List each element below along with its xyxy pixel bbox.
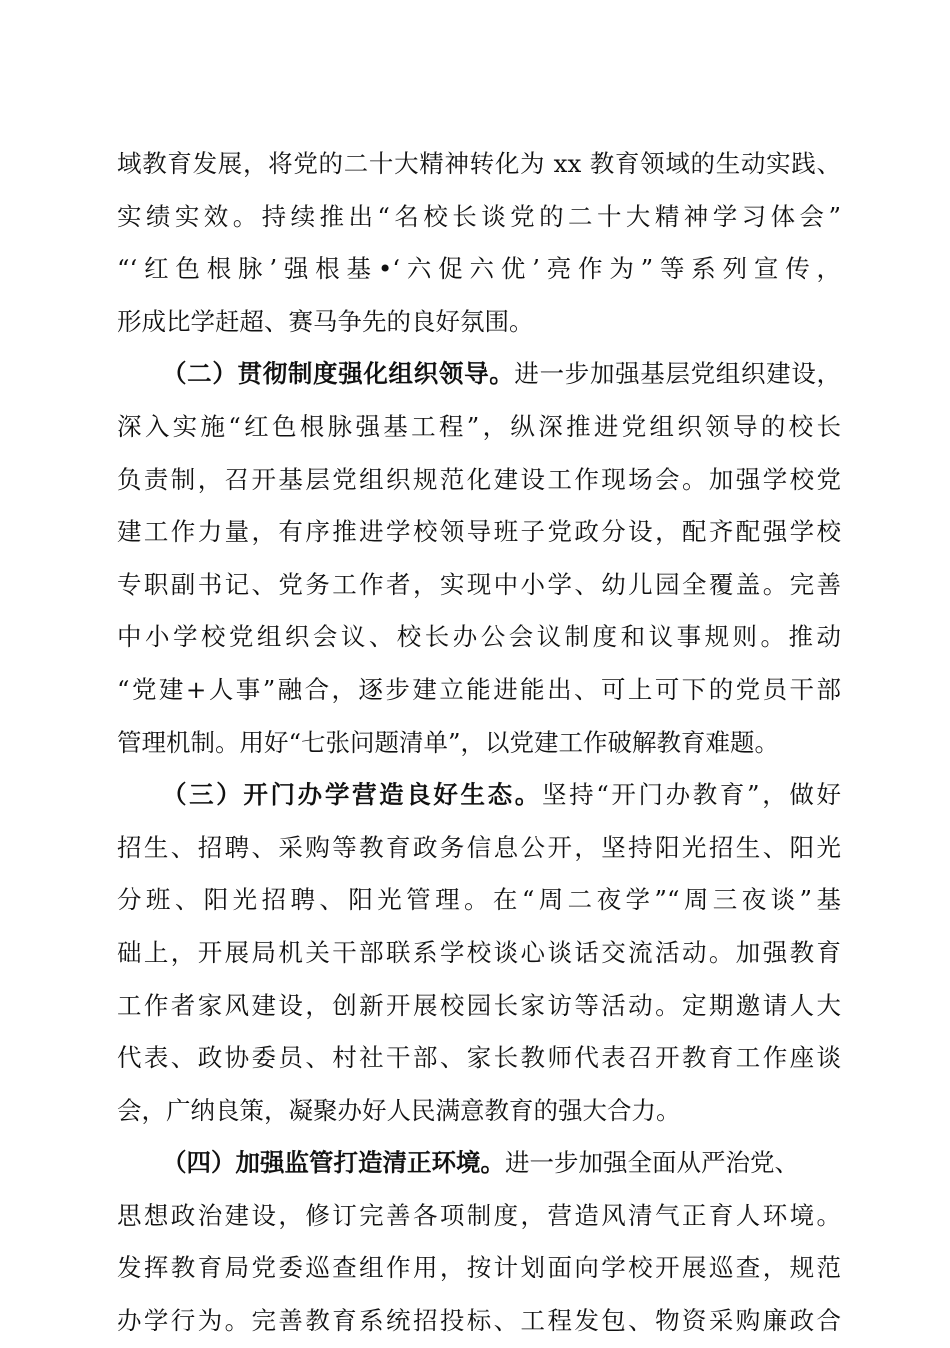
text-line: 础上，开展局机关干部联系学校谈心谈话交流活动。加强教育 — [117, 937, 841, 967]
text-line: 深入实施“红色根脉强基工程”，纵深推进党组织领导的校长 — [117, 411, 841, 441]
paragraph-3 — [117, 769, 841, 1137]
text-line: 办学行为。完善教育系统招投标、工程发包、物资采购廉政合 — [117, 1306, 841, 1336]
text-line: 负责制，召开基层党组织规范化建设工作现场会。加强学校党 — [117, 464, 841, 494]
text-line: 招生、招聘、采购等教育政务信息公开，坚持阳光招生、阳光 — [117, 832, 841, 862]
text-line: 实绩实效。持续推出“名校长谈党的二十大精神学习体会” — [117, 201, 841, 231]
text-line: “党建+人事”融合，逐步建立能进能出、可上可下的党员干部 — [117, 674, 841, 704]
text-line — [117, 348, 841, 401]
text-line-content: 进一步加强全面从严治党、 — [505, 1148, 799, 1178]
text-line: 域教育发展，将党的二十大精神转化为 xx 教育领域的生动实践、 — [117, 149, 841, 178]
text-line — [117, 1137, 841, 1190]
text-line: 代表、政协委员、村社干部、家长教师代表召开教育工作座谈 — [117, 1043, 841, 1073]
text-line: 中小学校党组织会议、校长办公会议制度和议事规则。推动 — [117, 622, 841, 652]
section-heading: （二）贯彻制度强化组织领导。 — [162, 359, 515, 389]
text-line: 建工作力量，有序推进学校领导班子党政分设，配齐配强学校 — [117, 517, 841, 547]
text-line: 分班、阳光招聘、阳光管理。在“周二夜学”“周三夜谈”基 — [117, 885, 841, 915]
text-line-content: 坚持“开门办教育”，做好 — [541, 780, 841, 810]
text-line: 思想政治建设，修订完善各项制度，营造风清气正育人环境。 — [117, 1200, 841, 1230]
text-line: 会，广纳良策，凝聚办好人民满意教育的强大合力。 — [117, 1095, 681, 1125]
section-heading: （三）开门办学营造良好生态。 — [162, 780, 542, 810]
text-line — [117, 769, 841, 822]
text-line-content: 进一步加强基层党组织建设， — [514, 359, 841, 389]
section-heading: （四）加强监管打造清正环境。 — [162, 1148, 505, 1178]
text-line: 管理机制。用好“七张问题清单”，以党建工作破解教育难题。 — [117, 727, 780, 757]
paragraph-4 — [117, 1137, 841, 1347]
document-body — [117, 138, 841, 1348]
paragraph-1 — [117, 138, 841, 348]
text-line: 形成比学赶超、赛马争先的良好氛围。 — [117, 306, 534, 336]
paragraph-2 — [117, 348, 841, 769]
text-line: 专职副书记、党务工作者，实现中小学、幼儿园全覆盖。完善 — [117, 569, 841, 599]
text-line: 工作者家风建设，创新开展校园长家访等活动。定期邀请人大 — [117, 990, 841, 1020]
text-line: 发挥教育局党委巡查组作用，按计划面向学校开展巡查，规范 — [117, 1253, 841, 1283]
text-line: “‘红色根脉’强根基•‘六促六优’亮作为”等系列宣传， — [117, 254, 841, 284]
